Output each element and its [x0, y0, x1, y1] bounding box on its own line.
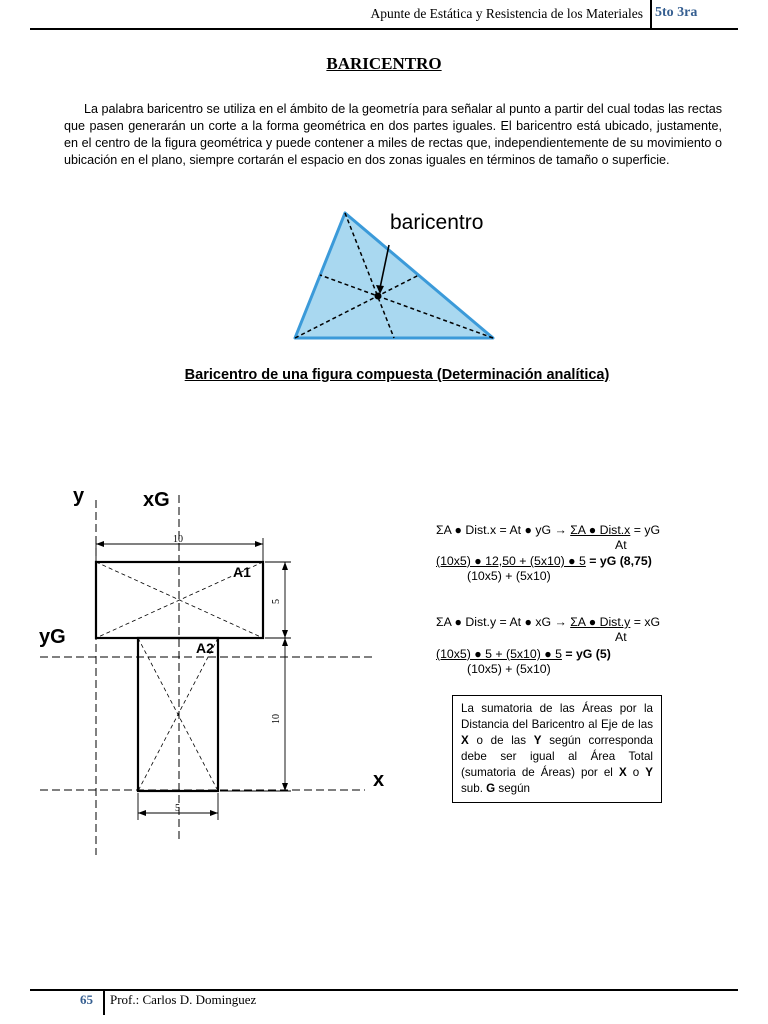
note-x: X: [618, 766, 627, 779]
note-text: según: [495, 782, 530, 795]
formula2-equals: =: [561, 647, 576, 661]
formula2-denominator: At: [615, 630, 627, 644]
formula1-line1: [436, 523, 660, 537]
note-y: Y: [533, 734, 542, 747]
formula2-numerator: ΣA ● Dist.y: [570, 615, 631, 629]
dim-top-value: 10: [173, 534, 183, 545]
header-title: Apunte de Estática y Resistencia de los Materiales: [370, 6, 643, 21]
footer-rule: [30, 989, 738, 991]
intro-text: La palabra baricentro se utiliza en el ámbito de la geometría para señalar al punto a partir del cual todas las rectas que pasen generarán un corte a la forma geométrica en dos partes iguales. El baricentro está ubicado, justamente, en el centro de la figura geométrica y puede contener a miles de rectas que, independientemente de su movimiento o ubicación en el plano, siempre cortarán el espacio en dos zonas iguales en términos de tamaño o superficie.: [64, 102, 722, 167]
footer-professor: Prof.: Carlos D. Dominguez: [110, 992, 257, 1007]
formula1-rhs: = yG: [630, 523, 661, 537]
formula2-line2: [436, 647, 611, 661]
area1-label: A1: [233, 564, 251, 580]
formula2-calc-numerator: (10x5) ● 5 + (5x10) ● 5: [436, 647, 562, 661]
formula1-denominator: At: [615, 538, 627, 552]
page-title: BARICENTRO: [326, 54, 442, 73]
formula1-lhs: ΣA ● Dist.x = At ● yG →: [436, 523, 571, 537]
formula2-rhs: = xG: [630, 615, 661, 629]
note-y: Y: [645, 766, 653, 779]
header-rule: [30, 28, 738, 30]
axis-x-label: x: [373, 769, 385, 791]
area2-label: A2: [196, 640, 214, 656]
composite-figure-diagram: [35, 480, 395, 860]
formula1-calc-denominator: (10x5) + (5x10): [467, 569, 551, 583]
formula2-lhs: ΣA ● Dist.y = At ● xG →: [436, 615, 571, 629]
formula1-numerator: ΣA ● Dist.x: [570, 523, 631, 537]
note-x: X: [461, 734, 469, 747]
page-number: 65: [80, 992, 93, 1007]
footer-separator: [103, 991, 105, 1015]
xg-label: xG: [143, 489, 170, 511]
header-course: 5to 3ra: [655, 5, 698, 20]
dimension-arrows: [96, 541, 288, 816]
centroid-point: [375, 293, 382, 300]
intro-paragraph: [64, 101, 722, 169]
formula1-line2: [436, 554, 652, 568]
formula2-calc-denominator: (10x5) + (5x10): [467, 662, 551, 676]
dim-a2-value: 10: [271, 714, 282, 724]
formula1-equals: =: [585, 554, 600, 568]
formula1-result: yG (8,75): [599, 554, 652, 568]
dim-a1-value: 5: [271, 599, 282, 604]
dim-bottom-value: 5: [175, 803, 180, 814]
formula2-result: yG (5): [575, 647, 611, 661]
triangle-label: baricentro: [390, 211, 484, 234]
note-text: según corresponda debe ser igual al Área Total (sumatoria de Áreas) por el: [461, 734, 653, 779]
note-text: o de las: [468, 734, 534, 747]
yg-label: yG: [39, 626, 66, 648]
note-g: G: [486, 782, 496, 795]
triangle-figure: [285, 205, 515, 345]
section-subtitle: Baricentro de una figura compuesta (Determinación analítica): [184, 367, 610, 383]
header-separator: [650, 0, 652, 28]
note-text: sub.: [461, 782, 487, 795]
axis-y-label: y: [73, 485, 85, 507]
note-box: [452, 695, 662, 803]
formula2-line1: [436, 615, 660, 629]
note-text: La sumatoria de las Áreas por la Distancia del Baricentro al Eje de las: [461, 702, 653, 731]
formula1-calc-numerator: (10x5) ● 12,50 + (5x10) ● 5: [436, 554, 586, 568]
note-text: o: [626, 766, 646, 779]
